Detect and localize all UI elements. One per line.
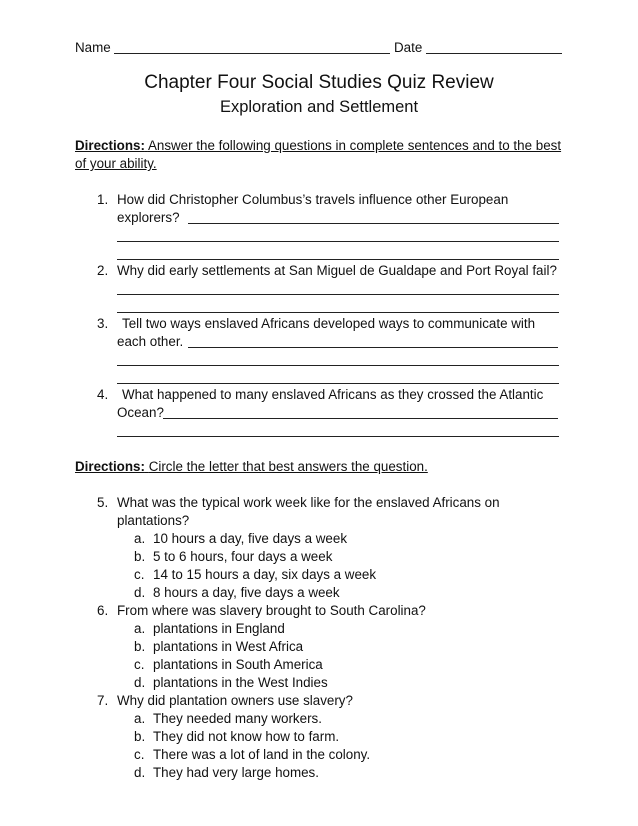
option-letter[interactable]: c. [134,567,145,582]
question-7-number: 7. [97,693,109,708]
option-text: They did not know how to farm. [153,729,340,744]
option-text: plantations in the West Indies [153,675,328,690]
question-1-answer-line[interactable] [188,223,559,224]
option-letter[interactable]: c. [134,657,145,672]
option-text: plantations in West Africa [153,639,304,654]
option-text: 5 to 6 hours, four days a week [153,549,333,564]
option-text: 10 hours a day, five days a week [153,531,348,546]
question-3-answer-line[interactable] [117,365,559,366]
question-3-text-cont: each other. [117,334,184,349]
question-2-number: 2. [97,263,109,278]
option-text: They needed many workers. [153,711,322,726]
option-letter[interactable]: d. [134,675,146,690]
option-text: They had very large homes. [153,765,319,780]
question-4-answer-line[interactable] [163,418,558,419]
question-7-text: Why did plantation owners use slavery? [117,693,353,708]
question-2-answer-line[interactable] [117,294,559,295]
question-3-answer-line[interactable] [188,347,558,348]
date-label: Date [394,40,423,55]
directions-2-label: Directions: [75,459,145,474]
question-5-text: What was the typical work week like for the enslaved Africans on [117,495,500,510]
question-2-text: Why did early settlements at San Miguel de Gualdape and Port Royal fail? [117,263,557,278]
question-4-number: 4. [97,387,109,402]
option-letter[interactable]: c. [134,747,145,762]
option-text: There was a lot of land in the colony. [153,747,371,762]
question-3-text: Tell two ways enslaved Africans developed ways to communicate with [122,316,536,331]
question-1-answer-line[interactable] [117,241,559,242]
option-text: plantations in South America [153,657,323,672]
question-4-text: What happened to many enslaved Africans as they crossed the Atlantic [122,387,544,402]
directions-2-text: Circle the letter that best answers the question. [148,459,428,474]
name-answer-line[interactable] [114,53,390,54]
option-text: 8 hours a day, five days a week [153,585,340,600]
option-letter[interactable]: b. [134,549,146,564]
page-subtitle: Exploration and Settlement [219,98,419,116]
question-1-answer-line[interactable] [117,259,559,260]
name-label: Name [75,40,111,55]
option-letter[interactable]: b. [134,729,146,744]
question-1-text-cont: explorers? [117,210,180,225]
option-letter[interactable]: a. [134,711,146,726]
question-3-answer-line[interactable] [117,383,559,384]
question-2-answer-line[interactable] [117,312,559,313]
question-4-answer-line[interactable] [117,436,559,437]
question-1-number: 1. [97,192,109,207]
page-title: Chapter Four Social Studies Quiz Review [144,72,494,93]
option-text: 14 to 15 hours a day, six days a week [153,567,377,582]
option-text: plantations in England [153,621,285,636]
question-1-text: How did Christopher Columbus’s travels influence other European [117,192,509,207]
directions-1-label: Directions: [75,138,145,153]
option-letter[interactable]: d. [134,765,146,780]
option-letter[interactable]: a. [134,621,146,636]
option-letter[interactable]: a. [134,531,146,546]
directions-2 [75,458,428,476]
option-letter[interactable]: d. [134,585,146,600]
question-5-text-cont: plantations? [117,513,190,528]
question-3-number: 3. [97,316,109,331]
directions-1-text: Answer the following questions in complete sentences and to the best [147,138,562,153]
question-5-number: 5. [97,495,109,510]
option-letter[interactable]: b. [134,639,146,654]
question-6-text: From where was slavery brought to South Carolina? [117,603,426,618]
directions-1-line1 [75,137,561,155]
date-answer-line[interactable] [426,53,562,54]
question-4-text-cont: Ocean? [117,405,164,420]
question-6-number: 6. [97,603,109,618]
directions-1-line2: of your ability. [75,156,157,171]
